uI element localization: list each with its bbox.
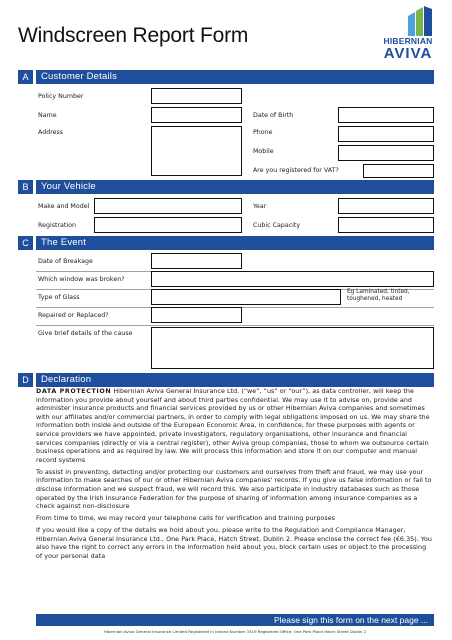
name-field[interactable] (151, 107, 242, 123)
section-c-header: The Event (36, 236, 434, 250)
data-protection-text: Hibernian Aviva General Insurance Ltd. (“we”, “us” or “our”), as data controller, will keep the information you provide about yourself and about third parties confidential. We may use it to advise on, provide and administer insurance products and financial services provided by us or other Hibernian Aviva companies and sometimes with our affiliates and/or commercial partners, in order to comply with legal obligations imposed on us. We may share the information both inside and outside of the European Economic Area, in confidence, for these purposes with agents or service providers we have appointed, private investigators, regulatory organisations, other insurance and financial services companies (directly or via a central register), other Aviva group companies, those to whom we outsource certain business operations and as required by law. We will process this information and store it on our computer and manual record systems (36, 388, 430, 464)
vat-label: Are you registered for VAT? (253, 167, 339, 174)
year-label: Year (253, 203, 267, 210)
section-a-letter: A (18, 70, 33, 84)
glass-hint-text: Eg Laminated, tinted, toughened, heated (347, 289, 410, 302)
mobile-label: Mobile (253, 148, 274, 155)
logo-aviva-text: AVIVA (383, 45, 433, 62)
repaired-replaced-label: Repaired or Replaced? (38, 312, 109, 319)
hibernian-aviva-logo (376, 6, 440, 64)
cause-details-label: Give brief details of the cause (38, 330, 133, 337)
date-of-breakage-field[interactable] (151, 253, 242, 269)
registration-field[interactable] (94, 217, 242, 233)
access-request-paragraph: If you would like a copy of the details we hold about you, please write to the Regulation and Compliance Manager, Hibernian Aviva General Insurance Ltd., One Park Place, Hatch Street, Dublin 2. Please enclose the correct fee (€6.35). You also have the right to correct any errors in the information held about you, block certain uses or object to the processing of your personal data (36, 527, 432, 560)
call-recording-paragraph: From time to time, we may record your telephone calls for verification and training purposes (36, 515, 336, 523)
section-a-header: Customer Details (36, 70, 434, 84)
section-b-header: Your Vehicle (36, 180, 434, 194)
cubic-capacity-label: Cubic Capacity (253, 222, 301, 229)
date-of-birth-label: Date of Birth (253, 112, 294, 119)
cause-details-field[interactable] (151, 327, 434, 369)
phone-label: Phone (253, 129, 273, 136)
type-of-glass-label: Type of Glass (38, 294, 80, 301)
phone-field[interactable] (338, 126, 434, 142)
date-of-breakage-label: Date of Breakage (38, 258, 93, 265)
data-protection-paragraph (36, 388, 434, 465)
policy-number-field[interactable] (151, 88, 242, 104)
name-label: Name (38, 112, 57, 119)
which-window-label: Which window was broken? (38, 276, 125, 283)
form-title: Windscreen Report Form (18, 24, 249, 47)
divider (36, 325, 434, 326)
vat-field[interactable] (363, 164, 434, 178)
fraud-paragraph: To assist in preventing, detecting and/or protecting our customers and ourselves from theft and fraud, we may use your information to make searches of our or other Hibernian Aviva companies' records. If you give us false information or fail to disclose information and we suspect fraud, we will record this. We also participate in industry databases such as those operated by the Irish Insurance Federation for the purpose of sharing of information among insurance companies as a check against non-disclosure (36, 468, 432, 511)
registration-label: Registration (38, 222, 76, 229)
section-b-letter: B (18, 180, 33, 194)
year-field[interactable] (338, 198, 434, 214)
make-model-label: Make and Model (38, 203, 90, 210)
date-of-birth-field[interactable] (338, 107, 434, 123)
section-d-header: Declaration (36, 373, 434, 387)
section-c-letter: C (18, 236, 33, 250)
footer-text: Hibernian Aviva General Insurance Limited Registered in Ireland Number 3319 Registered Office: One Park Place Hatch Street Dublin 2 (103, 629, 367, 634)
section-d-letter: D (18, 373, 33, 387)
make-model-field[interactable] (94, 198, 242, 214)
aviva-flag-icon (406, 6, 434, 36)
policy-number-label: Policy Number (38, 93, 84, 100)
address-field[interactable] (151, 126, 242, 176)
mobile-field[interactable] (338, 145, 434, 161)
repaired-replaced-field[interactable] (151, 307, 242, 323)
cubic-capacity-field[interactable] (338, 217, 434, 233)
address-label: Address (38, 129, 64, 136)
next-page-banner: Please sign this form on the next page ... (36, 614, 434, 626)
which-window-field[interactable] (151, 271, 434, 287)
type-of-glass-field[interactable] (151, 289, 341, 305)
logo-hibernian-text: HIBERNIAN (383, 36, 433, 46)
declaration-text (36, 388, 434, 565)
data-protection-heading: DATA PROTECTION (36, 388, 112, 395)
